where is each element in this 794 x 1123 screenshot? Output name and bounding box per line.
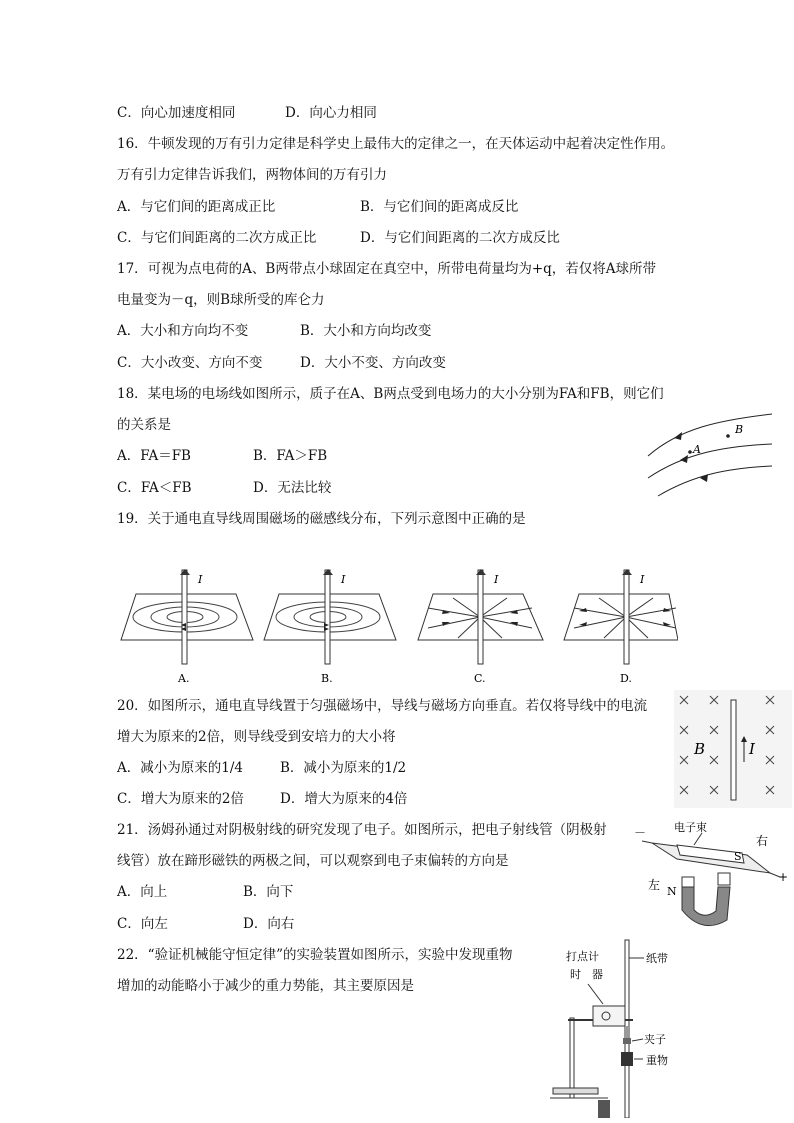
field-line-bottom [658,466,772,496]
q18-stem-line1: 18．某电场的电场线如图所示，质子在A、B两点受到电场力的大小分别为FA和FB，则它们 [117,386,664,402]
panel-b [264,569,396,685]
q18-option-a: A．FA＝FB [117,448,191,464]
left-label: 左 [648,878,661,892]
point-b-label: B [735,423,744,436]
q21-stem-line2: 线管）放在蹄形磁铁的两极之间，可以观察到电子束偏转的方向是 [117,853,509,869]
weight-label: 重物 [646,1054,668,1067]
q16-option-c: C．与它们间距离的二次方成正比 [117,230,317,246]
arrow-icon [700,474,708,482]
right-label: 右 [756,834,769,848]
q16-option-d: D．与它们间距离的二次方成反比 [360,230,560,246]
beam-label: 电子束 [674,821,707,834]
q18-option-c: C．FA＜FB [117,480,192,496]
q18-option-d: D．无法比较 [253,480,332,496]
weight [621,1052,633,1066]
point-b-dot [726,434,730,438]
q16-option-b: B．与它们间的距离成反比 [360,199,519,215]
timer-label-line1: 打点计 [566,950,599,963]
q21-stem-line1: 21．汤姆孙通过对阴极射线的研究发现了电子。如图所示，把电子射线管（阴极射 [117,822,607,838]
arrow-icon [663,622,671,626]
current-label: I [341,573,346,586]
q22-stem-line1: 22．“验证机械能守恒定律”的实验装置如图所示，实验中发现重物 [117,947,513,963]
q20-option-d: D．增大为原来的4倍 [280,791,408,807]
timer-label-line2: 时 器 [570,968,603,981]
q21-cathode-ray-figure [632,815,792,940]
arrow-icon [663,608,671,612]
q16-option-a: A．与它们间的距离成正比 [117,199,276,215]
panel-label-d: D. [620,672,632,685]
q16-stem-line1: 16．牛顿发现的万有引力定律是科学史上最伟大的定律之一，在天体运动中起着决定性作用。 [117,136,675,152]
q18-option-b: B．FA＞FB [253,448,328,464]
q17-option-b: B．大小和方向均改变 [300,323,432,339]
q17-stem-line1: 17．可视为点电荷的A、B两带点小球固定在真空中，所带电荷量均为+q，若仅将A球所带 [117,261,657,277]
q20-option-b: B．减小为原来的1/2 [280,760,407,776]
q20-option-a: A．减小为原来的1/4 [117,760,243,776]
q21-option-b: B．向下 [243,884,294,900]
arrow-icon [680,455,688,463]
arrow-icon [579,622,587,626]
current-label: I [494,573,499,586]
field-line-top [648,414,772,456]
timer-device [593,1006,625,1026]
current-label: I [198,573,203,586]
q17-stem-line2: 电量变为－q，则B球所受的库仑力 [117,292,325,308]
q19-stem: 19．关于通电直导线周围磁场的磁感线分布，下列示意图中正确的是 [117,511,526,527]
q18-field-lines-figure [640,408,780,498]
wire [731,700,736,800]
panel-label-c: C. [474,672,486,685]
arrow-icon [674,432,682,440]
q15-option-c: C．向心加速度相同 [117,105,236,121]
point-a-dot [688,450,692,454]
clip [623,1038,631,1044]
q16-stem-line2: 万有引力定律告诉我们，两物体间的万有引力 [117,167,387,183]
q22-apparatus-figure [548,938,698,1118]
minus-terminal: － [634,826,647,840]
q21-option-c: C．向左 [117,916,168,932]
q17-option-a: A．大小和方向均不变 [117,323,249,339]
q20-option-c: C．增大为原来的2倍 [117,791,244,807]
plus-terminal: + [778,870,789,884]
field-label-b: B [694,740,706,758]
q17-option-c: C．大小改变、方向不变 [117,355,263,371]
panel-label-a: A. [178,672,190,685]
current-label: I [640,573,645,586]
north-pole-label: N [667,885,677,898]
q17-option-d: D．大小不变、方向改变 [300,355,446,371]
q15-option-d: D．向心力相同 [285,105,377,121]
panel-d [564,569,678,685]
q22-stem-line2: 增加的动能略小于减少的重力势能，其主要原因是 [117,978,414,994]
q20-stem-line1: 20．如图所示，通电直导线置于匀强磁场中，导线与磁场方向垂直。若仅将导线中的电流 [117,698,648,714]
panel-label-b: B. [321,672,333,685]
panel-c [418,569,543,685]
q20-stem-line2: 增大为原来的2倍，则导线受到安培力的大小将 [117,729,396,745]
panel-a [121,569,253,685]
q21-option-d: D．向右 [243,916,295,932]
point-a-label: A [693,443,701,456]
q20-magnetic-field-figure [674,690,792,808]
clip-label: 夹子 [644,1033,666,1046]
q21-option-a: A．向上 [117,884,168,900]
horseshoe-magnet [682,885,730,926]
current-label-i: I [749,740,755,758]
q19-magnetic-field-options [118,568,678,688]
q18-stem-line2: 的关系是 [117,417,171,433]
south-pole-label: S [734,850,742,863]
field-line-middle [648,444,772,478]
tape-label: 纸带 [646,952,668,965]
